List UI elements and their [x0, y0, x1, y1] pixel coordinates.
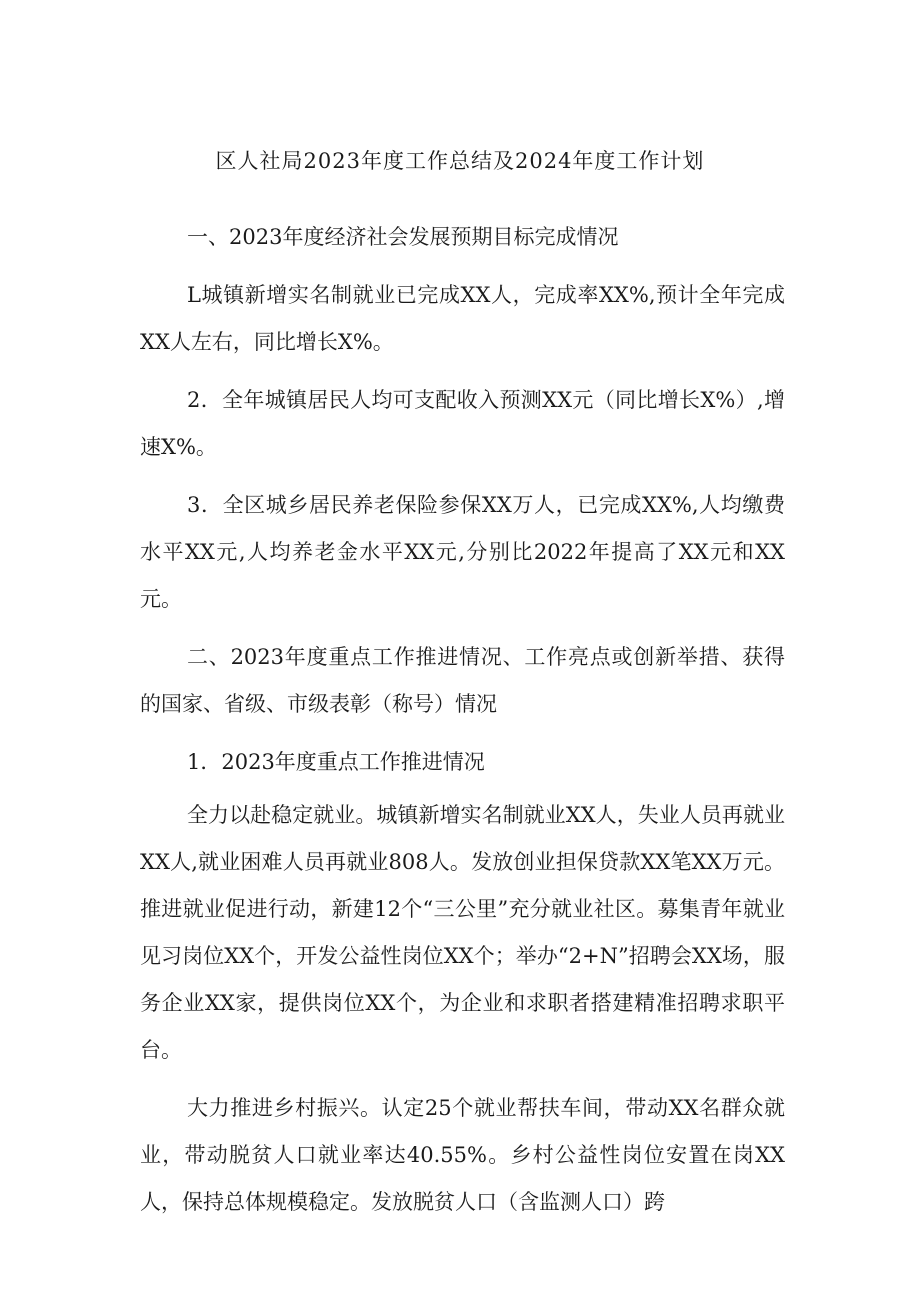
- section-heading-2: 二、2023年度重点工作推进情况、工作亮点或创新举措、获得的国家、省级、市级表彰（称号）情况: [140, 645, 785, 716]
- paragraph-income-forecast: 2．全年城镇居民人均可支配收入预测XX元（同比增长X%）,增速X%。: [140, 388, 785, 459]
- paragraph-stabilize-employment: 全力以赴稳定就业。城镇新增实名制就业XX人，失业人员再就业XX人,就业困难人员再就业808人。发放创业担保贷款XX笔XX万元。推进就业促进行动，新建12个“三公里”充分就业社区。募集青年就业见习岗位XX个，开发公益性岗位XX个；举办“2+N”招聘会XX场，服务企业XX家，提供岗位XX个，为企业和求职者搭建精准招聘求职平台。: [140, 803, 785, 1062]
- paragraph-rural-revitalization: 大力推进乡村振兴。认定25个就业帮扶车间，带动XX名群众就业，带动脱贫人口就业率达40.55%。乡村公益性岗位安置在岗XX人，保持总体规模稳定。发放脱贫人口（含监测人口）跨: [140, 1096, 785, 1214]
- paragraph-pension-insurance: 3．全区城乡居民养老保险参保XX万人，已完成XX%,人均缴费水平XX元,人均养老金水平XX元,分别比2022年提高了XX元和XX元。: [140, 493, 785, 611]
- subsection-heading-1: 1．2023年度重点工作推进情况: [187, 750, 485, 774]
- paragraph-employment-target: L城镇新增实名制就业已完成XX人，完成率XX%,预计全年完成XX人左右，同比增长X%。: [140, 283, 785, 354]
- document-title: 区人社局2023年度工作总结及2024年度工作计划: [215, 149, 705, 173]
- document-body: [140, 214, 785, 1237]
- section-heading-1: 一、2023年度经济社会发展预期目标完成情况: [187, 225, 619, 249]
